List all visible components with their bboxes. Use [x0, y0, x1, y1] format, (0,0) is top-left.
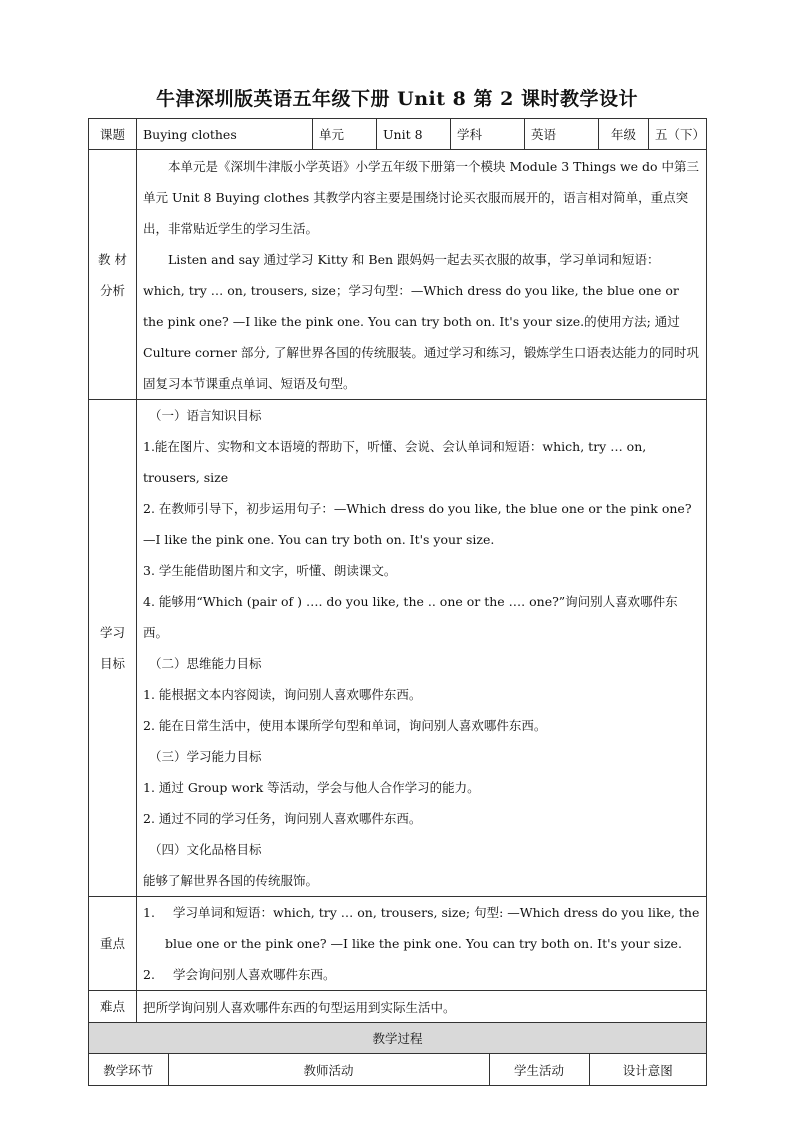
analysis-content [137, 150, 707, 400]
objective-heading: （二）思维能力目标 [149, 656, 262, 671]
objective-line: 2. 能在日常生活中，使用本课所学句型和单词，询问别人喜欢哪件东西。 [143, 718, 547, 733]
unit-label: 单元 [313, 119, 377, 150]
topic-label: 课题 [89, 119, 137, 150]
grade-value: 五（下） [649, 119, 707, 150]
objective-line: 3. 学生能借助图片和文字，听懂、朗读课文。 [143, 563, 397, 578]
key-points-label: 重点 [89, 897, 137, 991]
objective-heading: （一）语言知识目标 [149, 408, 262, 423]
document-title: 牛津深圳版英语五年级下册 Unit 8 第 2 课时教学设计 [156, 88, 638, 110]
column-header: 学生活动 [489, 1054, 589, 1085]
objectives-label: 学习 目标 [89, 400, 137, 897]
analysis-paragraph: Listen and say 通过学习 Kitty 和 Ben 跟妈妈一起去买衣服的故事，学习单词和短语：which, try … on, trousers, size；学习句型：—Which dress do you like, the blue one or the pink one? —I like the pink one. You can try both on. It's your size.的使用方法; 通过 Culture corner 部分, 了解世界各国的传统服装。通过学习和练习，锻炼学生口语表达能力的同时巩固复习本节课重点单词、短语及句型。 [143, 251, 699, 391]
key-points-content [137, 897, 707, 991]
key-points-row [89, 897, 707, 991]
objective-heading: （三）学习能力目标 [149, 749, 262, 764]
difficulty-text: 把所学询问别人喜欢哪件东西的句型运用到实际生活中。 [137, 991, 707, 1023]
column-header: 教师活动 [168, 1054, 489, 1085]
objective-line: 1.能在图片、实物和文本语境的帮助下，听懂、会说、会认单词和短语：which, try … on, trousers, size [143, 439, 647, 485]
objective-line: 2. 在教师引导下，初步运用句子：—Which dress do you like, the blue one or the pink one? —I like the pink one. You can try both on. It's your size. [143, 501, 692, 547]
process-columns [89, 1054, 706, 1085]
topic-value: Buying clothes [137, 119, 313, 150]
analysis-label: 教 材 分析 [89, 150, 137, 400]
process-title-row [89, 1023, 707, 1054]
key-point-text: 学习单词和短语：which, try … on, trousers, size; 句型: —Which dress do you like, the blue one or the pink one? —I like the pink one. You can try both on. It's your size. [165, 905, 700, 951]
objective-line: 1. 能根据文本内容阅读，询问别人喜欢哪件东西。 [143, 687, 422, 702]
objective-line: 2. 通过不同的学习任务，询问别人喜欢哪件东西。 [143, 811, 422, 826]
objectives-row [89, 400, 707, 897]
objective-heading: （四）文化品格目标 [149, 842, 262, 857]
difficulty-label: 难点 [89, 991, 137, 1023]
subject-label: 学科 [451, 119, 525, 150]
process-title: 教学过程 [89, 1023, 707, 1054]
unit-value: Unit 8 [377, 119, 451, 150]
analysis-paragraph: 本单元是《深圳牛津版小学英语》小学五年级下册第一个模块 Module 3 Things we do 中第三单元 Unit 8 Buying clothes 其教学内容主要是围绕讨论买衣服而展开的，语言相对简单，重点突出，非常贴近学生的学习生活。 [143, 158, 700, 236]
subject-value: 英语 [525, 119, 599, 150]
column-header: 教学环节 [89, 1054, 168, 1085]
key-point-item [143, 959, 700, 990]
key-point-number: 1. [143, 905, 155, 920]
objective-line: 能够了解世界各国的传统服饰。 [143, 873, 319, 888]
analysis-row [89, 150, 707, 400]
key-point-number: 2. [143, 967, 155, 982]
column-header: 设计意图 [622, 1062, 673, 1078]
objectives-content [137, 400, 707, 897]
lesson-plan-table [88, 118, 707, 1086]
process-columns-row [89, 1054, 707, 1086]
header-row [89, 119, 707, 150]
objective-line: 1. 通过 Group work 等活动，学会与他人合作学习的能力。 [143, 780, 480, 795]
objective-line: 4. 能够用“Which (pair of ) …. do you like, the .. one or the …. one?”询问别人喜欢哪件东西。 [143, 594, 678, 640]
key-point-item [143, 897, 700, 959]
difficulty-row [89, 991, 707, 1023]
key-point-text: 学会询问别人喜欢哪件东西。 [173, 967, 336, 982]
grade-label: 年级 [599, 119, 649, 150]
